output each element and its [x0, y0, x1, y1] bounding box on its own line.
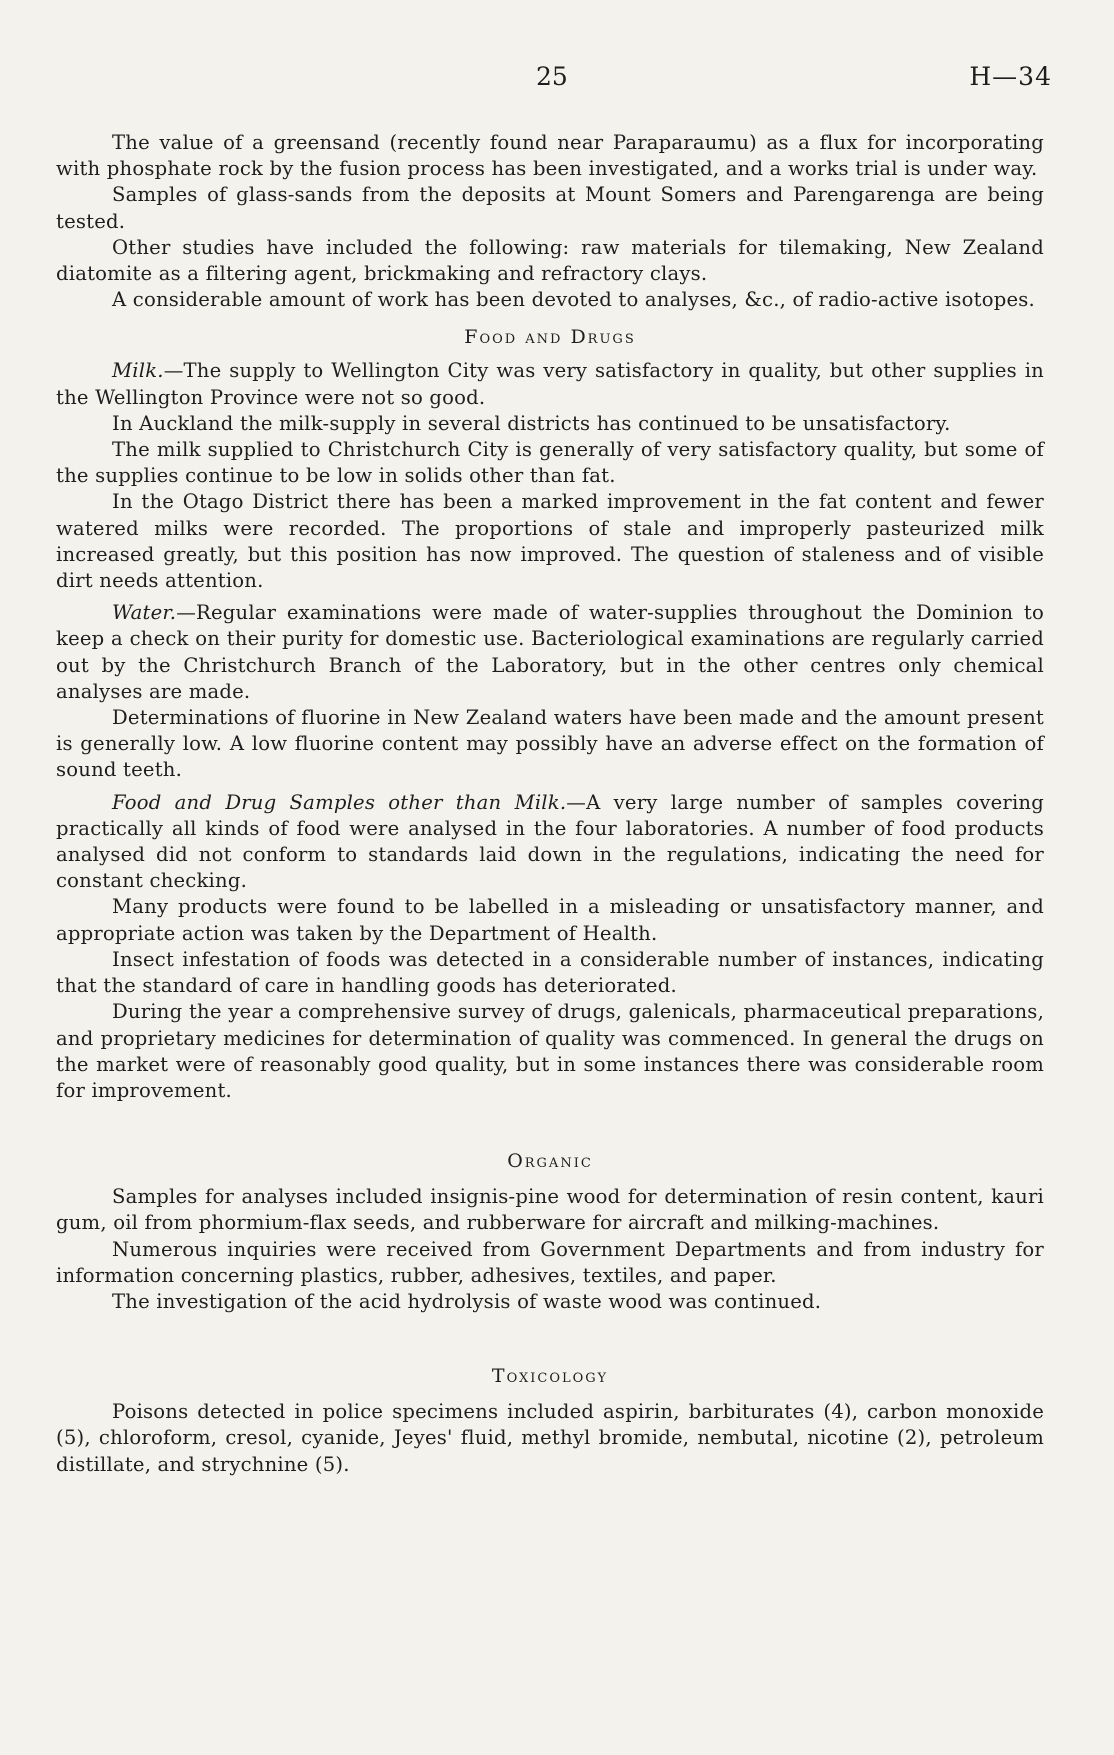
paragraph-otago-milk: In the Otago District there has been a marked improvement in the fat content and fewer watered milks were recorded. The proportions of stale and improperly pasteurized milk increased greatly, but this position has now improved. The question of staleness and of visible dirt needs attention. — [56, 490, 1044, 593]
paragraph-other-studies: Other studies have included the following: raw materials for tilemaking, New Zealand diatomite as a filtering agent, brickmaking and refractory clays. — [56, 235, 1044, 286]
section-heading-toxicology: Toxicology — [491, 1365, 609, 1388]
document-reference: H—34 — [969, 62, 1052, 91]
paragraph-isotopes: A considerable amount of work has been devoted to analyses, &c., of radio-active isotopes. — [112, 288, 1035, 312]
section-heading-organic: Organic — [507, 1150, 593, 1173]
paragraph-water — [56, 600, 1044, 705]
paragraph-greensand: The value of a greensand (recently found near Paraparaumu) as a flux for incorporating with phosphate rock by the fusion process has been investigated, and a works trial is under way. — [56, 131, 1044, 181]
run-in-heading-samples: Food and Drug Samples other than Milk. — [112, 790, 567, 814]
body-text — [56, 130, 1044, 1478]
paragraph-water-text: —Regular examinations were made of water-supplies throughout the Dominion to keep a check on their purity for domestic use. Bacteriological examinations are regularly carried out by the Christchurch Branch of the Laboratory, but in the other centres only chemical analyses are made. — [56, 601, 1044, 703]
paragraph-organic-samples: Samples for analyses included insignis-pine wood for determination of resin content, kauri gum, oil from phormium-flax seeds, and rubberware for aircraft and milking-machines. — [56, 1185, 1044, 1235]
page-number: 25 — [536, 62, 568, 91]
paragraph-auckland-milk: In Auckland the milk-supply in several districts has continued to be unsatisfactory. — [112, 411, 951, 435]
run-in-heading-milk: Milk. — [112, 359, 164, 383]
paragraph-christchurch-milk: The milk supplied to Christchurch City is generally of very satisfactory quality, but some of the supplies continue to be low in solids other than fat. — [56, 438, 1044, 488]
paragraph-inquiries: Numerous inquiries were received from Government Departments and from industry for information concerning plastics, rubber, adhesives, textiles, and paper. — [56, 1237, 1044, 1287]
run-in-heading-water: Water. — [112, 601, 177, 625]
paragraph-poisons: Poisons detected in police specimens included aspirin, barbiturates (4), carbon monoxide (5), chloroform, cresol, cyanide, Jeyes' fluid, methyl bromide, nembutal, nicotine (2), petroleum distillate, and strychnine (5). — [56, 1400, 1044, 1476]
paragraph-hydrolysis: The investigation of the acid hydrolysis of waste wood was continued. — [112, 1289, 822, 1313]
page-header — [0, 62, 1114, 102]
section-heading-food-and-drugs: Food and Drugs — [464, 326, 636, 349]
paragraph-labelling: Many products were found to be labelled in a misleading or unsatisfactory manner, and appropriate action was taken by the Department of Health. — [56, 895, 1044, 945]
paragraph-milk — [56, 358, 1044, 410]
paragraph-milk-text: —The supply to Wellington City was very satisfactory in quality, but other supplies in the Wellington Province were not so good. — [56, 359, 1044, 409]
paragraph-food-drug-samples — [56, 790, 1044, 895]
paragraph-glass-sands: Samples of glass-sands from the deposits at Mount Somers and Parengarenga are being tested. — [56, 183, 1044, 233]
paragraph-drug-survey: During the year a comprehensive survey of drugs, galenicals, pharmaceutical preparations, and proprietary medicines for determination of quality was commenced. In general the drugs on the market were of reasonably good quality, but in some instances there was considerable room for improvement. — [56, 1000, 1044, 1102]
paragraph-samples-text: —A very large number of samples covering practically all kinds of food were analysed in the four laboratories. A number of food products analysed did not conform to standards laid down in the regulations, indicating the need for constant checking. — [56, 790, 1044, 893]
paragraph-fluorine: Determinations of fluorine in New Zealand waters have been made and the amount present is generally low. A low fluorine content may possibly have an adverse effect on the formation of sound teeth. — [56, 706, 1044, 782]
paragraph-insect-infestation: Insect infestation of foods was detected in a considerable number of instances, indicating that the standard of care in handling goods has deteriorated. — [56, 947, 1044, 998]
